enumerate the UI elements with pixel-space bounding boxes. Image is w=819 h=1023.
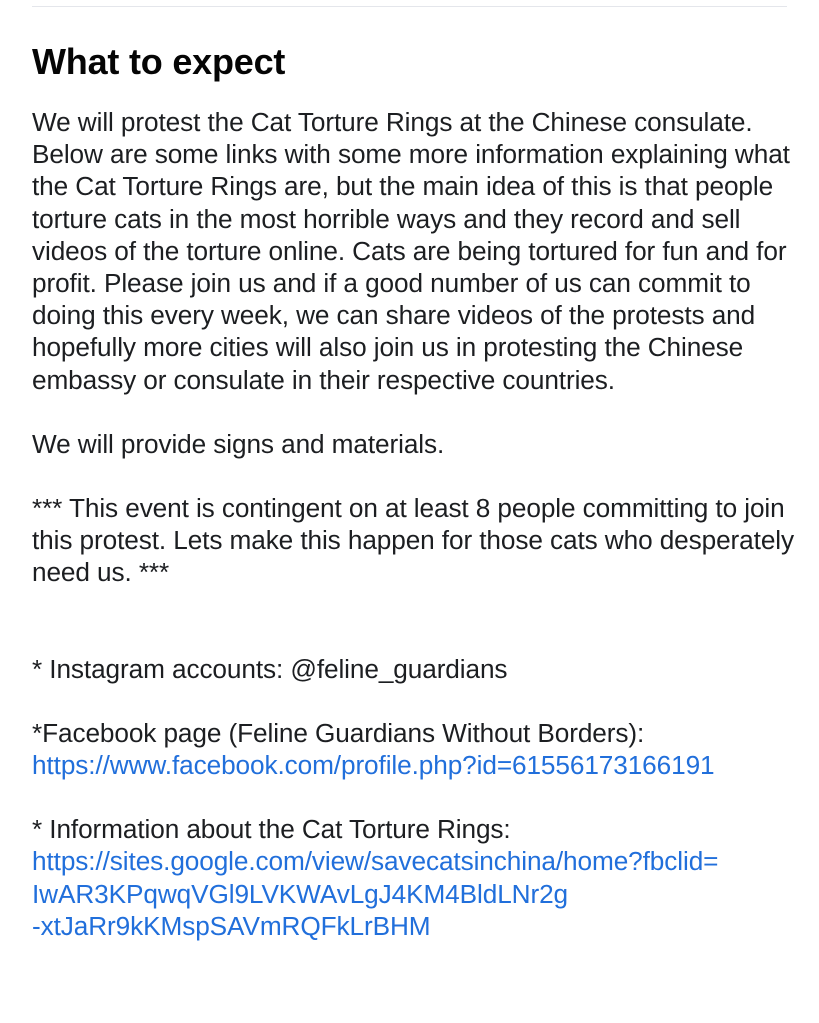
contingency-paragraph: *** This event is contingent on at least 8 people committing to join this protest. Lets make this happen for those cats who desperately need us. *** (32, 493, 794, 588)
info-link-line-3[interactable]: -xtJaRr9kKMspSAVmRQFkLrBHM (32, 910, 431, 941)
materials-paragraph: We will provide signs and materials. (32, 428, 445, 459)
facebook-label: *Facebook page (Feline Guardians Without Borders): (32, 717, 645, 748)
info-link-line-1[interactable]: https://sites.google.com/view/savecatsinchina/home?fbclid= (32, 846, 719, 877)
info-link[interactable] (32, 845, 802, 942)
info-label: * Information about the Cat Torture Rings: (32, 814, 511, 845)
instagram-line: * Instagram accounts: @feline_guardians (32, 653, 508, 684)
event-details-section (32, 40, 802, 942)
section-title: What to expect (32, 41, 286, 82)
top-divider (32, 6, 787, 7)
facebook-link[interactable]: https://www.facebook.com/profile.php?id=61556173166191 (32, 750, 715, 781)
info-link-line-2[interactable]: IwAR3KPqwqVGl9LVKWAvLgJ4KM4BldLNr2g (32, 878, 569, 909)
description-paragraph: We will protest the Cat Torture Rings at the Chinese consulate. Below are some links with some more information explaining what the Cat Torture Rings are, but the main idea of this is that people torture cats in the most horrible ways and they record and sell videos of the torture online. Cats are being tortured for fun and for profit. Please join us and if a good number of us can commit to doing this every week, we can share videos of the protests and hopefully more cities will also join us in protesting the Chinese embassy or consulate in their respective countries. (32, 107, 790, 395)
